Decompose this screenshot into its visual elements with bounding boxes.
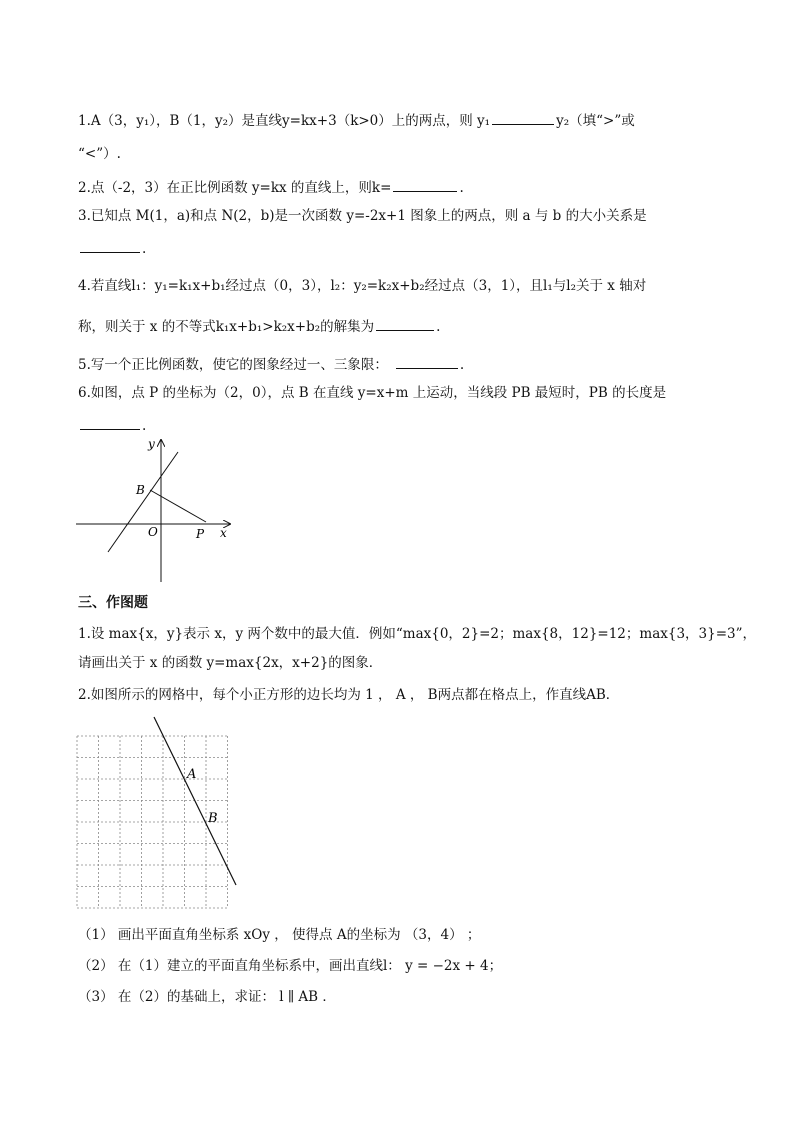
y-axis-label: y [148, 437, 155, 451]
question-2-end: . [459, 180, 464, 196]
origin-label: O [148, 525, 158, 539]
line-y-x-m [108, 452, 178, 552]
point-b-label: B [136, 483, 145, 497]
question-3-line-1: 3.已知点 M(1，a)和点 N(2，b)是一次函数 y=-2x+1 图象上的两点，则 a 与 b 的大小关系是 [78, 208, 647, 224]
point-b-label: B [208, 811, 218, 826]
question-4-end: . [436, 319, 441, 335]
section-3-title: 三、作图题 [78, 595, 148, 611]
segment-pb [150, 490, 206, 522]
question-2-text: 2.点（-2，3）在正比例函数 y=kx 的直线上，则k= [78, 180, 392, 196]
question-5-text: 5.写一个正比例函数，使它的图象经过一、三象限： [78, 357, 388, 373]
answer-blank[interactable] [492, 110, 554, 125]
question-1-text: 1.A（3，y₁），B（1，y₂）是直线y=kx+3（k>0）上的两点，则 y₁ [78, 113, 491, 129]
x-axis-label: x [220, 526, 227, 540]
question-4-line-2 [78, 316, 440, 336]
figure-grid [74, 714, 244, 914]
figure-coordinate-sketch [70, 432, 240, 584]
section-3-q1-line-2: 请画出关于 x 的函数 y=max{2x，x+2}的图象． [78, 655, 383, 671]
answer-blank[interactable] [393, 177, 457, 192]
question-4-line-1: 4.若直线l₁：y₁=k₁x+b₁经过点（0，3），l₂：y₂=k₂x+b₂经过点（3，1），且l₁与l₂关于 x 轴对 [78, 278, 647, 294]
point-a-label: A [187, 767, 197, 782]
answer-blank[interactable] [376, 316, 434, 331]
part-1: （1） 画出平面直角坐标系 xOy ， 使得点 A的坐标为 （3，4） ； [78, 927, 481, 943]
question-3-line-2 [78, 238, 146, 258]
part-3: （3） 在（2）的基础上，求证： l ∥ AB ． [78, 989, 336, 1005]
question-5-end: . [459, 357, 465, 373]
section-3-q2-line-1: 2.如图所示的网格中，每个小正方形的边长均为 1 ， A ， B两点都在格点上，作直线AB． [78, 687, 620, 703]
answer-blank[interactable] [80, 415, 140, 430]
point-p-label: P [196, 527, 205, 541]
part-2: （2） 在（1）建立的平面直角坐标系中，画出直线l： y = −2x + 4； [78, 958, 503, 974]
answer-blank[interactable] [80, 238, 140, 253]
question-3-end: . [142, 241, 147, 257]
question-4-text: 称，则关于 x 的不等式k₁x+b₁>k₂x+b₂的解集为 [78, 319, 375, 335]
section-3-q1-line-1: 1.设 max{x，y}表示 x，y 两个数中的最大值．例如“max{0，2}=2；max{8，12}=12；max{3，3}=3”， [78, 626, 757, 642]
question-1-line-1 [78, 110, 635, 130]
question-1-text-end: y₂（填“>”或 [556, 113, 635, 129]
line-ab [154, 717, 236, 885]
question-6-line-1: 6.如图，点 P 的坐标为（2，0），点 B 在直线 y=x+m 上运动，当线段 PB 最短时，PB 的长度是 [78, 385, 667, 401]
question-1-line-2: “<”）. [78, 146, 121, 162]
answer-blank[interactable] [396, 354, 458, 369]
question-2 [78, 177, 464, 197]
question-6-end: . [142, 418, 147, 434]
question-5 [78, 354, 464, 374]
